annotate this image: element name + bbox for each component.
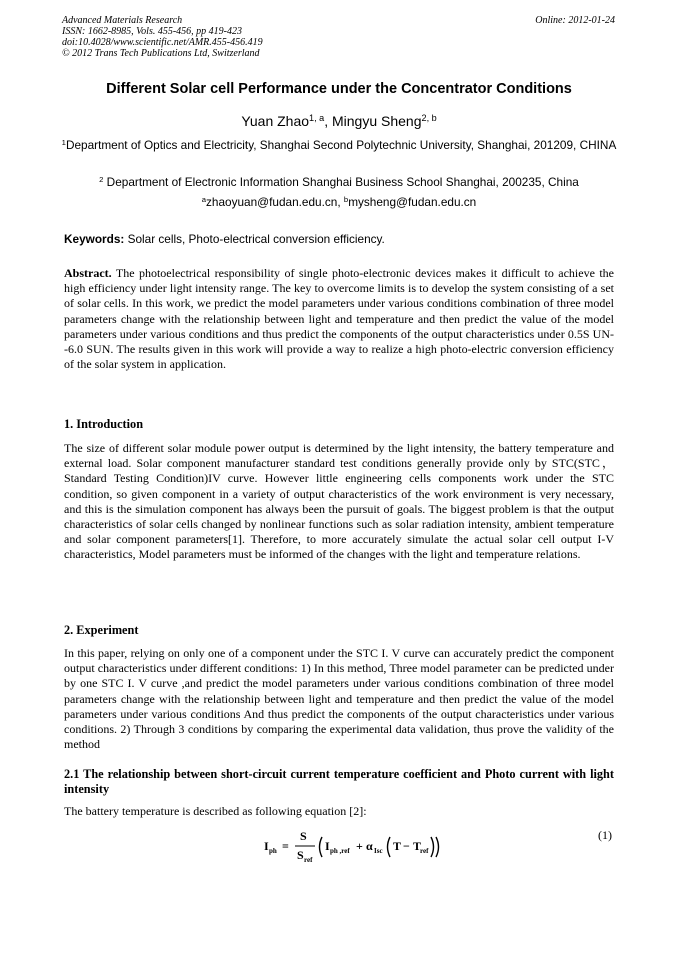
- affiliation-2-sup: 2: [99, 174, 104, 184]
- equation-1: [262, 822, 442, 866]
- journal-doi: doi:10.4028/www.scientific.net/AMR.455-456.419: [62, 37, 263, 48]
- email-b: mysheng@fudan.edu.cn: [348, 195, 477, 209]
- abstract-text: The photoelectrical responsibility of single photo-electronic devices makes it difficult to achieve the high efficiency under light intensity range. The key to overcome limits is to develop the system consisting of a set of solar cells. In this work, we predict the model parameters under various conditions combination of three model parameters change with the relationship between light and temperature and then predict the value of the model parameters under various conditions and thus predict the components of the output characteristics under 0.5S UN--6.0 SUN. The results given in this work will provide a way to realize a high photo-electric conversion efficiency of the solar system in application.: [64, 266, 614, 372]
- eq-paren-close-outer: [436, 837, 439, 857]
- experiment-heading: 2. Experiment: [64, 623, 139, 637]
- author-2-sup: 2, b: [421, 113, 437, 123]
- eq-lhs-sub: ph: [269, 847, 277, 855]
- abstract-label: Abstract.: [64, 266, 112, 280]
- email-line: [40, 195, 638, 209]
- eq-plus: +: [356, 839, 363, 853]
- keywords: [64, 232, 385, 246]
- intro-text: The size of different solar module power output is determined by the light intensity, the battery temperature and external load. Solar component manufacturer standard test conditions generally provide only by STC(STC，Standard Testing Condition)IV curve. However little engineering cells components work under the STC condition, so given component in a variety of output characteristics of the work environment is very necessary, and this is the simulation component has always been the pursuit of goals. The biggest problem is that the output characteristics of solar cells changed by nonlinear functions such as solar radiation intensity, ambient temperature and solar component parameters[1]. Therefore, to more accurately simulate the actual solar cell output I-V characteristics, Model parameters must be informed of the changes with the light and temperature relations.: [64, 441, 614, 562]
- equation-number: (1): [598, 828, 612, 842]
- experiment-text: In this paper, relying on only one of a component under the STC I. V curve can accurately predict the component output characteristics under different conditions: 1) In this method, Three model parameter can be predicted under by one STC I. V curve ,and predict the model parameters under various conditions combination of three model parameters change with the relationship between light and temperature and then predict the value of the model parameters under various conditions And thus predict the components of the output characteristics under various conditions. 2) Through 3 conditions by comparing the experimental data validation, thus prove the validity of the method: [64, 646, 614, 752]
- email-a-sup: a: [201, 194, 206, 204]
- eq-term1-sub: ph ,ref: [330, 847, 350, 855]
- eq-numerator: S: [300, 829, 307, 843]
- eq-alpha: α: [366, 839, 373, 853]
- author-line: [40, 113, 638, 129]
- online-date: Online: 2012-01-24: [535, 15, 615, 26]
- eq-minus: −: [403, 839, 410, 853]
- paper-title: Different Solar cell Performance under the Concentrator Conditions: [106, 81, 572, 97]
- journal-info: [62, 15, 263, 59]
- email-separator: ,: [337, 195, 344, 209]
- affiliation-2: [60, 175, 618, 190]
- affiliation-1-sup: 1: [61, 137, 66, 147]
- eq-paren-open-inner: [388, 837, 391, 857]
- email-b-sup: b: [343, 194, 349, 204]
- author-1-sup: 1, a: [309, 113, 325, 123]
- abstract: [64, 266, 614, 372]
- journal-name: Advanced Materials Research: [62, 15, 183, 26]
- eq-Tref: T: [413, 839, 422, 853]
- eq-paren-close-inner: [431, 837, 434, 857]
- journal-issn: ISSN: 1662-8985, Vols. 455-456, pp 419-423: [62, 26, 242, 37]
- subsection-heading: 2.1 The relationship between short-circuit current temperature coefficient and Photo current with light intensity: [64, 767, 614, 797]
- intro-heading: 1. Introduction: [64, 417, 144, 431]
- eq-term1: I: [325, 839, 330, 853]
- eq-equals: =: [282, 839, 289, 853]
- eq-lhs: I: [264, 839, 269, 853]
- subsection-text: The battery temperature is described as following equation [2]:: [64, 804, 367, 818]
- eq-T: T: [393, 839, 402, 853]
- affiliation-1: [60, 138, 618, 153]
- keywords-text: Solar cells, Photo-electrical conversion efficiency.: [124, 232, 385, 246]
- author-separator: ,: [324, 113, 332, 129]
- email-a: zhaoyuan@fudan.edu.cn: [206, 195, 338, 209]
- eq-Tref-sub: ref: [420, 847, 429, 855]
- eq-alpha-sub: Isc: [374, 847, 383, 855]
- author-1: Yuan Zhao: [241, 113, 310, 129]
- eq-denominator-sub: ref: [304, 856, 313, 864]
- eq-denominator: S: [297, 848, 304, 862]
- journal-copyright: © 2012 Trans Tech Publications Ltd, Switzerland: [62, 48, 260, 59]
- author-2: Mingyu Sheng: [332, 113, 422, 129]
- affiliation-2-text: Department of Electronic Information Shanghai Business School Shanghai, 200235, China: [103, 175, 579, 189]
- affiliation-1-text: Department of Optics and Electricity, Shanghai Second Polytechnic University, Shanghai, 201209, CHINA: [65, 138, 617, 152]
- eq-paren-open-outer: [320, 837, 323, 857]
- keywords-label: Keywords:: [64, 232, 125, 246]
